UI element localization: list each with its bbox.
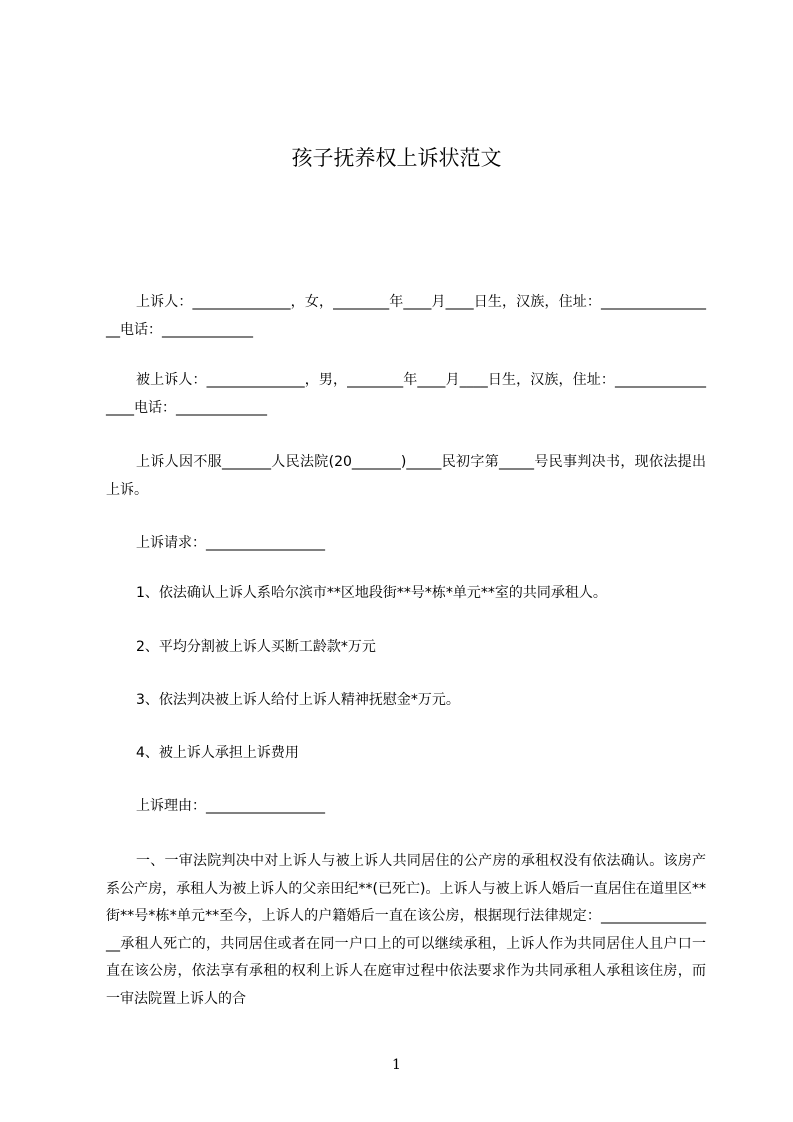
appellant-info-paragraph: 上诉人：______________，女，________年____月____日生，汉族，住址：_________________电话：_____________ xyxy=(106,294,706,338)
request-item-2: 2、平均分割被上诉人买断工龄款*万元 xyxy=(136,639,376,655)
page-number: 1 xyxy=(392,1057,401,1073)
appellee-info-paragraph: 被上诉人：______________，男，________年____月____日生，汉族，住址：_________________电话：_____________ xyxy=(106,372,706,416)
appeal-requests-heading: 上诉请求：_________________ xyxy=(136,535,325,551)
request-item-1: 1、依法确认上诉人系哈尔滨市**区地段街**号*栋*单元**室的共同承租人。 xyxy=(136,585,607,601)
appeal-reasons-heading: 上诉理由：_________________ xyxy=(136,798,325,814)
request-item-3: 3、依法判决被上诉人给付上诉人精神抚慰金*万元。 xyxy=(136,692,460,708)
reason-paragraph-1: 一、一审法院判决中对上诉人与被上诉人共同居住的公产房的承租权没有依法确认。该房产系公产房，承租人为被上诉人的父亲田纪**(已死亡)。上诉人与被上诉人婚后一直居住在道里区**街**号*栋*单元**至今，上诉人的户籍婚后一直在该公房，根据现行法律规定：_________________承租人死亡的，共同居住或者在同一户口上的可以继续承租，上诉人作为共同居住人且户口一直在该公房，依法享有承租的权利上诉人在庭审过程中依法要求作为共同承租人承租该住房，而一审法院置上诉人的合 xyxy=(106,853,706,1007)
request-item-4: 4、被上诉人承担上诉费用 xyxy=(136,745,299,761)
document-title: 孩子抚养权上诉状范文 xyxy=(291,146,502,170)
appeal-statement-paragraph: 上诉人因不服_______人民法院(20_______)_____民初字第_____号民事判决书，现依法提出上诉。 xyxy=(106,454,706,498)
